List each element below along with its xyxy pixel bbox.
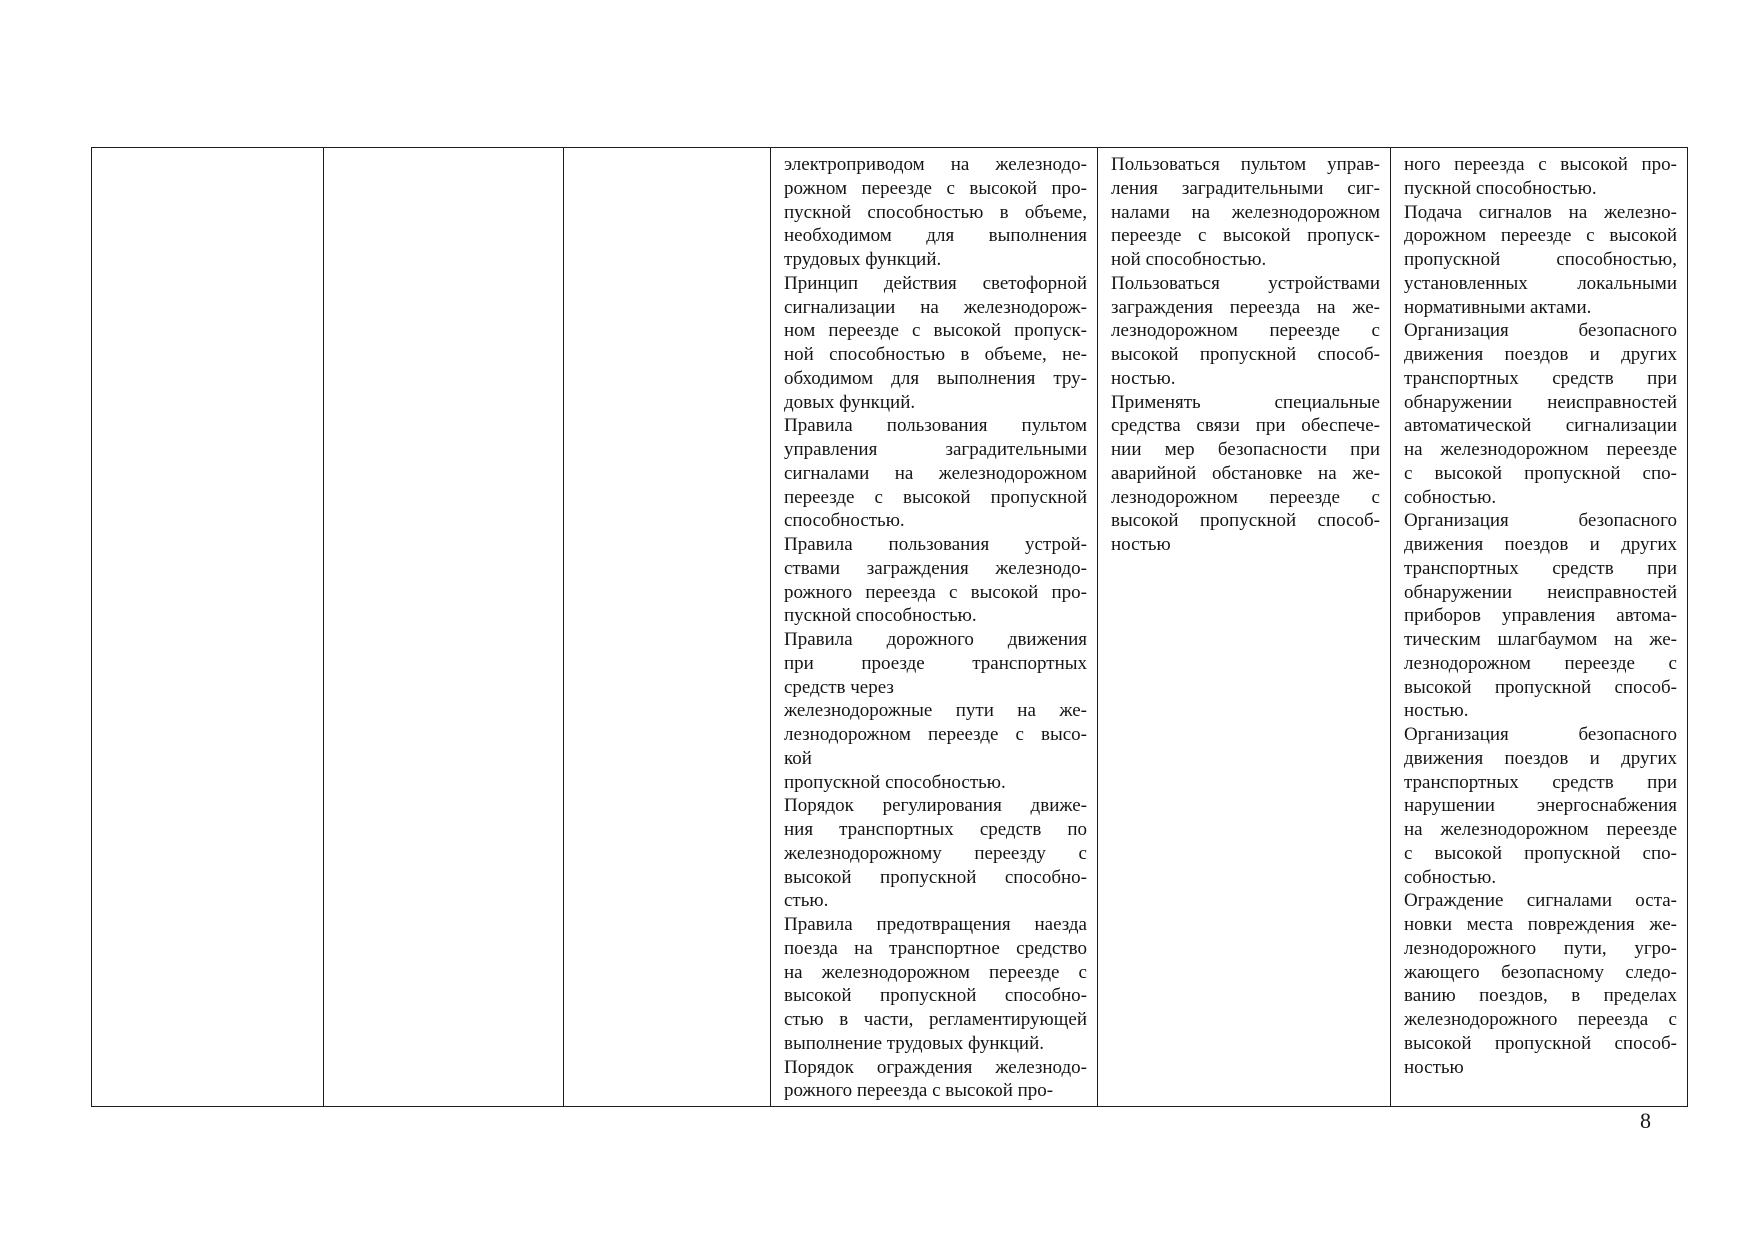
text-line: обнаружении неисправностей [1404,581,1677,603]
text-line: лезнодорожного пути, угро- [1404,937,1677,959]
text-line: пускной способностью в объеме, [784,201,1087,223]
text-line: лезнодорожном переезде с [1404,652,1677,674]
text-line: налами на железнодорожном [1111,201,1380,223]
table-cell-4-knowledge [771,148,1098,1106]
text-line: стью. [784,890,829,912]
text-line: с высокой пропускной спо- [1404,842,1677,864]
text-line: лезнодорожном переезде с [1111,486,1380,508]
text-line: ванию поездов, в пределах [1404,985,1677,1007]
text-line: ном переезде с высокой пропуск- [784,320,1087,342]
text-line: переезде с высокой пропуск- [1111,225,1380,247]
text-line: на железнодорожном переезде [1404,819,1677,840]
text-line: на железнодорожном переезде с [784,961,1087,983]
text-line: движения поездов и других [1404,344,1677,365]
text-line: Принцип действия светофорной [784,272,1087,294]
standards-table [91,147,1688,1107]
text-line: управления заградительными [784,439,1087,460]
text-line: нии мер безопасности при [1111,439,1380,460]
text-line: сигналами на железнодорожном [784,462,1087,484]
text-line: на железнодорожном переезде [1404,439,1677,460]
text-line: рожного переезда с высокой про- [784,1080,1054,1102]
text-line: ной способностью в объеме, не- [784,344,1087,365]
text-line: ностью. [1404,700,1469,722]
text-line: автоматической сигнализации [1404,415,1677,437]
text-line: высокой пропускной способ- [1111,510,1380,532]
text-line: рожном переезде с высокой про- [784,177,1087,199]
text-line: железнодорожному переезду с [784,842,1087,864]
text-line: сигнализации на железнодорож- [784,296,1087,318]
text-line: лезнодорожном переезде с высо- [784,724,1087,745]
table-cell-5-skills [1098,148,1391,1106]
text-line: Порядок регулирования движе- [784,795,1087,817]
text-line: пропускной способностью, [1404,249,1677,270]
text-line: движения поездов и других [1404,534,1677,555]
text-line: аварийной обстановке на же- [1111,462,1380,484]
text-line: с высокой пропускной спо- [1404,462,1677,484]
table-cell-1 [92,148,324,1106]
text-line: трудовых функций. [784,249,942,270]
text-line: нарушении энергоснабжения [1404,795,1677,817]
text-line: Правила дорожного движения [784,629,1087,650]
text-line: ного переезда с высокой про- [1404,154,1677,175]
text-line: Организация безопасного [1404,724,1677,745]
text-line: кой [784,747,812,769]
table-cell-6-actions [1391,148,1687,1106]
text-line: средств через [784,676,894,698]
text-line: средства связи при обеспече- [1111,415,1380,437]
text-line: пускной способностью. [784,605,977,627]
text-line: при проезде транспортных [784,652,1087,674]
text-line: установленных локальными [1404,272,1677,294]
text-line: жающего безопасному следо- [1404,961,1677,983]
text-line: ностью [1111,534,1171,555]
text-line: транспортных средств при [1404,557,1677,579]
text-line: новки места повреждения же- [1404,914,1677,935]
text-line: движения поездов и других [1404,747,1677,769]
text-line: нормативными актами. [1404,296,1592,318]
text-line: высокой пропускной способно- [784,985,1087,1007]
text-line: дорожном переезде с высокой [1404,225,1677,247]
text-line: пропускной способностью. [784,771,1006,793]
text-line: Организация безопасного [1404,320,1677,342]
text-line: Применять специальные [1111,391,1380,413]
table-cell-3 [564,148,771,1106]
text-line: ностью. [1111,367,1176,389]
text-line: высокой пропускной способ- [1111,344,1380,365]
text-line: собностью. [1404,866,1497,888]
text-line: поезда на транспортное средство [784,937,1087,959]
text-line: Правила пользования устрой- [784,534,1087,555]
text-line: высокой пропускной способно- [784,866,1087,888]
text-line: ностью [1404,1056,1464,1078]
text-line: Правила предотвращения наезда [784,914,1087,935]
text-line: стью в части, регламентирующей [784,1009,1087,1030]
text-line: электроприводом на железнодо- [784,154,1087,175]
text-line: Пользоваться пультом управ- [1111,154,1380,175]
text-line: Правила пользования пультом [784,415,1087,437]
text-line: переезде с высокой пропускной [784,486,1087,508]
text-line: Ограждение сигналами оста- [1404,890,1677,912]
text-line: ния транспортных средств по [784,819,1087,840]
text-line: собностью. [1404,486,1497,508]
text-line: транспортных средств при [1404,771,1677,793]
table-cell-2 [324,148,564,1106]
text-line: высокой пропускной способ- [1404,1032,1677,1054]
text-line: рожного переезда с высокой про- [784,581,1087,603]
text-line: транспортных средств при [1404,367,1677,389]
text-line: ления заградительными сиг- [1111,177,1380,199]
text-line: тическим шлагбаумом на же- [1404,629,1677,650]
text-line: ной способностью. [1111,249,1267,270]
text-line: лезнодорожном переезде с [1111,320,1380,342]
text-line: довых функций. [784,391,916,413]
text-line: Пользоваться устройствами [1111,272,1380,294]
text-line: обнаружении неисправностей [1404,391,1677,413]
text-line: выполнение трудовых функций. [784,1032,1044,1054]
text-line: заграждения переезда на же- [1111,296,1380,318]
text-line: Организация безопасного [1404,510,1677,532]
text-line: высокой пропускной способ- [1404,676,1677,698]
text-line: приборов управления автома- [1404,605,1677,627]
text-line: необходимом для выполнения [784,225,1087,247]
text-line: ствами заграждения железнодо- [784,557,1087,579]
text-line: обходимом для выполнения тру- [784,367,1087,389]
page-number: 8 [1640,1108,1651,1133]
text-line: Порядок ограждения железнодо- [784,1056,1087,1078]
text-line: Подача сигналов на железно- [1404,201,1677,223]
text-line: железнодорожного переезда с [1404,1009,1677,1030]
text-line: способностью. [784,510,905,532]
text-line: пускной способностью. [1404,177,1597,199]
text-line: железнодорожные пути на же- [784,700,1087,722]
